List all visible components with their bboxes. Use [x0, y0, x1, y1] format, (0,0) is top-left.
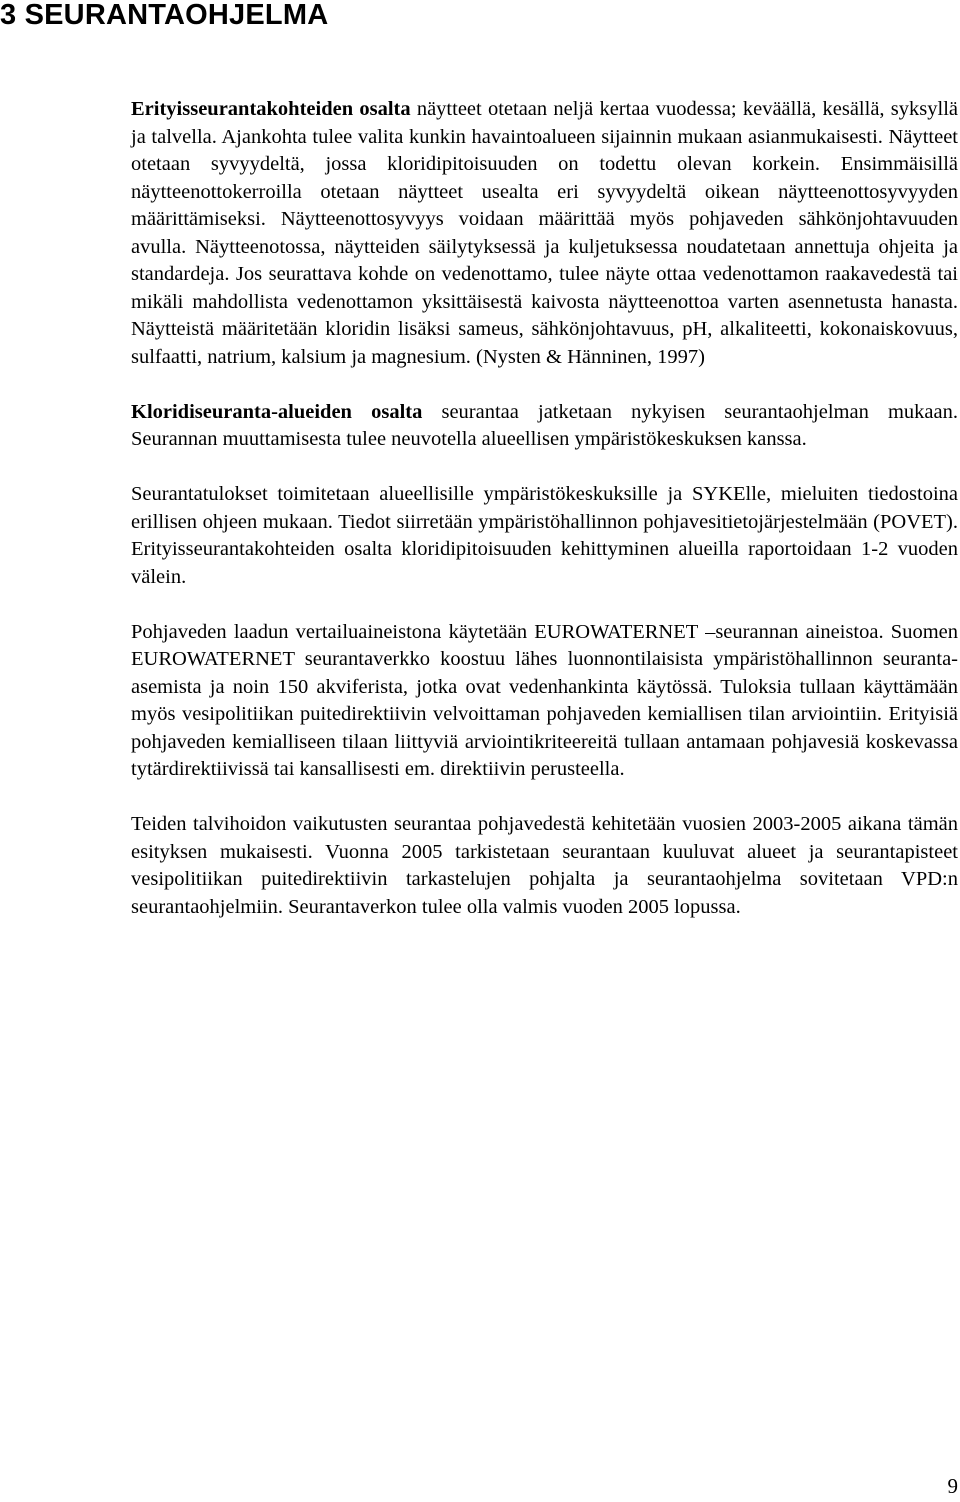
section-heading: 3 SEURANTAOHJELMA — [0, 0, 329, 31]
paragraph-results-delivery — [131, 481, 958, 591]
paragraph-text: seurantaa jatketaan nykyisen seurantaohjelman mukaan. Seurannan muuttamisesta tulee neuvotella alueellisen ympäristökeskuksen kanssa. — [131, 400, 958, 450]
document-body — [131, 96, 958, 921]
page-number: 9 — [947, 1474, 958, 1498]
paragraph-text: Seurantatulokset toimitetaan alueellisille ympäristökeskuksille ja SYKElle, mieluiten tiedostoina erillisen ohjeen mukaan. Tiedot siirretään ympäristöhallinnon pohjavesitietojärjestelmään (POVET). Erityisseurantakohteiden osalta kloridipitoisuuden kehittyminen alueilla raportoidaan 1-2 vuoden välein. — [131, 483, 958, 588]
paragraph-monitoring-sites — [131, 96, 958, 371]
paragraph-chloride-areas — [131, 399, 958, 454]
paragraph-text: Teiden talvihoidon vaikutusten seurantaa pohjavedestä kehitetään vuosien 2003-2005 aikana tämän esityksen mukaisesti. Vuonna 2005 tarkistetaan seurantaan kuuluvat alueet ja seurantapisteet vesipolitiikan puitedirektiivin tarkastelujen pohjalta ja seurantaohjelma sovitetaan VPD:n seurantaohjelmiin. Seurantaverkon tulee olla valmis vuoden 2005 lopussa. — [131, 813, 958, 918]
paragraph-reference-data — [131, 619, 958, 784]
paragraph-development-schedule — [131, 811, 958, 921]
paragraph-text: näytteet otetaan neljä kertaa vuodessa; keväällä, kesällä, syksyllä ja talvella. Ajankohta tulee valita kunkin havaintoalueen sijainnin mukaan asianmukaisesti. Näytteet otetaan syvyydeltä, jossa kloridipitoisuuden on todettu olevan korkein. Ensimmäisillä näytteenottokerroilla otetaan näytteet usealta eri syvyydeltä oikean näytteenottosyvyyden määrittämiseksi. Näytteenottosyvyys voidaan määrittää myös pohjaveden sähkönjohtavuuden avulla. Näytteenotossa, näytteiden säilytyksessä ja kuljetuksessa noudatetaan annettuja ohjeita ja standardeja. Jos seurattava kohde on vedenottamo, tulee näyte ottaa vedenottamon raakavedestä tai mikäli mahdollista vedenottamon yksittäisestä kaivosta näytteenottoa varten asennetusta hanasta. Näytteistä määritetään kloridin lisäksi sameus, sähkönjohtavuus, pH, alkaliteetti, kokonaiskovuus, sulfaatti, natrium, kalsium ja magnesium. (Nysten & Hänninen, 1997) — [131, 98, 958, 368]
paragraph-text: Pohjaveden laadun vertailuaineistona käytetään EUROWATERNET –seurannan aineistoa. Suomen EUROWATERNET seurantaverkko koostuu lähes luonnontilaisista ympäristöhallinnon seuranta-asemista ja noin 150 akviferista, jotka ovat vedenhankinta käytössä. Tuloksia tullaan käyttämään myös vesipolitiikan puitedirektiivin velvoittaman pohjaveden kemiallisen tilan arviointiin. Erityisiä pohjaveden kemialliseen tilaan liittyviä arviointikriteereitä tullaan antamaan pohjavesiä koskevassa tytärdirektiivissä tai kansallisesti em. direktiivin perusteella. — [131, 620, 958, 780]
paragraph-lead: Kloridiseuranta-alueiden osalta — [131, 400, 423, 423]
paragraph-lead: Erityisseurantakohteiden osalta — [131, 98, 411, 120]
